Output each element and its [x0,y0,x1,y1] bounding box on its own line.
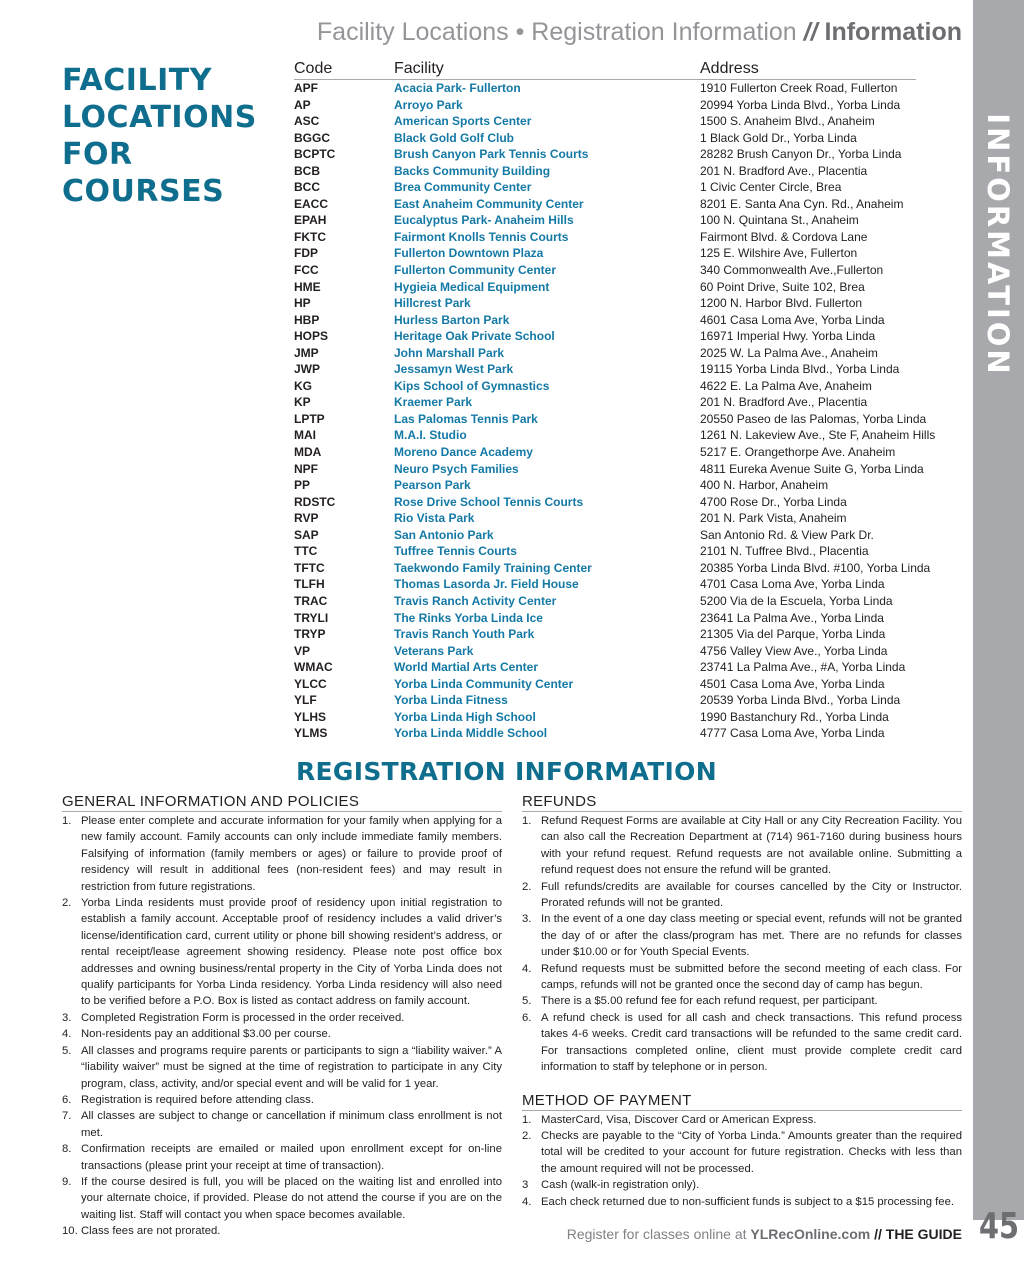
list-item-number: 5. [62,1044,72,1057]
list-item-text: Full refunds/credits are available for courses cancelled by the City or Instructor. Prorated refunds will not be granted. [541,880,962,910]
table-row [294,709,916,726]
facility-name: John Marshall Park [394,345,505,360]
facility-name: Arroyo Park [394,97,463,112]
list-item-text: If the course desired is full, you will be placed on the waiting list and enrolled into your alternate choice, if provided. Please do not attend the course if you are on the waiting list. Staff will contact you when space becomes available. [81,1175,502,1221]
general-info-column [62,792,502,1240]
facility-name: Yorba Linda Fitness [394,693,508,708]
facility-code: EPAH [294,213,327,228]
facility-name: Moreno Dance Academy [394,445,533,460]
facility-code: HOPS [294,329,329,344]
facility-address: Fairmont Blvd. & Cordova Lane [700,229,868,244]
header-section: Information [824,18,962,46]
facility-code: JMP [294,345,319,360]
facility-address: 28282 Brush Canyon Dr., Yorba Linda [700,147,902,162]
table-row [294,212,916,229]
list-item [522,1177,962,1193]
list-item-number: 3 [522,1179,529,1192]
registration-title: REGISTRATION INFORMATION [296,757,717,786]
facility-address: 16971 Imperial Hwy. Yorba Linda [700,329,876,344]
facility-address: 4601 Casa Loma Ave, Yorba Linda [700,312,885,327]
list-item [522,1112,962,1128]
facility-code: AP [294,97,311,112]
facility-address: 1 Black Gold Dr., Yorba Linda [700,130,857,145]
list-item-number: 8. [62,1143,72,1156]
table-body [294,80,936,742]
payment-heading: METHOD OF PAYMENT [522,1091,962,1111]
facility-address: 201 N. Bradford Ave., Placentia [700,163,868,178]
table-row [294,163,916,180]
facility-name: Backs Community Building [394,163,551,178]
list-item [522,993,962,1009]
facility-name: Black Gold Golf Club [394,130,515,145]
facility-address: 23741 La Palma Ave., #A, Yorba Linda [700,660,906,675]
facility-name: Yorba Linda High School [394,709,536,724]
facility-address: 340 Commonwealth Ave.,Fullerton [700,263,884,278]
facility-locations-title: FACILITY LOCATIONS FOR COURSES [62,63,257,209]
facility-name: Yorba Linda Middle School [394,726,548,741]
table-row [294,576,916,593]
facility-name: Brush Canyon Park Tennis Courts [394,147,589,162]
facility-name: Rio Vista Park [394,511,475,526]
facility-name: Veterans Park [394,643,474,658]
footer-prefix: Register for classes online at [566,1226,751,1242]
facility-name: Heritage Oak Private School [394,329,555,344]
table-row [294,295,916,312]
refunds-heading: REFUNDS [522,792,962,812]
list-item [62,813,502,895]
list-item [522,1194,962,1210]
facility-name: Eucalyptus Park- Anaheim Hills [394,213,574,228]
column-header-facility: Facility [394,60,444,77]
facility-code: JWP [294,362,321,377]
facility-name: Fairmont Knolls Tennis Courts [394,229,569,244]
facility-code: NPF [294,461,318,476]
facility-name: Yorba Linda Community Center [394,676,574,691]
column-header-address: Address [700,60,759,77]
facility-address: 4701 Casa Loma Ave, Yorba Linda [700,577,885,592]
facility-name: Jessamyn West Park [394,362,514,377]
footer [567,1226,962,1242]
facility-code: BCC [294,180,320,195]
facility-name: Neuro Psych Families [394,461,519,476]
facility-code: ASC [294,114,320,129]
table-row [294,328,916,345]
facility-code: SAP [294,527,319,542]
table-row [294,229,916,246]
facility-code: KG [294,378,312,393]
list-item [62,1108,502,1141]
list-item-text: All classes are subject to change or cancellation if minimum class enrollment is not met. [81,1110,502,1139]
table-row [294,130,916,147]
facility-code: FKTC [294,229,326,244]
table-row [294,643,916,660]
list-item-number: 3. [62,1011,72,1024]
list-item [62,1092,502,1108]
column-header-code: Code [294,60,333,77]
list-item-text: Yorba Linda residents must provide proof of residency upon initial registration to establish a family account. Acceptable proof of residency includes a valid driver’s license/identification card, current utility or phone bill showing resident’s address, or rental receipt/lease agreement showing residency. Please note post office box addresses and owning business/rental property in the City of Yorba Linda does not qualify participants for Yorba Linda residency. Yorba Linda residency will also need to be verified before a P.O. Box is listed as contact address on family account. [81,897,502,1008]
list-item-number: 2. [62,897,72,910]
facility-code: TRYP [294,627,326,642]
facility-table [294,60,936,742]
facility-name: Fullerton Downtown Plaza [394,246,544,261]
facility-address: 1200 N. Harbor Blvd. Fullerton [700,296,863,311]
list-item-number: 1. [522,1113,532,1126]
header-separator: // [803,18,818,46]
table-row [294,411,927,428]
table-row [294,725,916,742]
table-row [294,676,916,693]
list-item-number: 4. [62,1028,72,1041]
facility-name: Travis Ranch Youth Park [394,627,535,642]
header-breadcrumb: Facility Locations • Registration Information [316,18,804,46]
facility-name: Travis Ranch Activity Center [394,593,557,608]
facility-code: TRYLI [294,610,329,625]
refunds-column [522,792,962,1210]
facility-name: Acacia Park- Fullerton [394,81,521,95]
table-row [294,196,916,213]
table-header [294,60,916,80]
list-item-number: 10. [62,1225,78,1238]
facility-code: EACC [294,196,329,211]
list-item-text: Completed Registration Form is processed in the order received. [81,1011,405,1024]
table-row [294,394,916,411]
facility-address: 20539 Yorba Linda Blvd., Yorba Linda [700,693,901,708]
facility-code: BGGC [294,130,330,145]
facility-address: 125 E. Wilshire Ave, Fullerton [700,246,858,261]
facility-name: Hurless Barton Park [394,312,510,327]
facility-address: 100 N. Quintana St., Anaheim [700,213,859,228]
facility-name: Kraemer Park [394,395,473,410]
table-row [294,146,916,163]
table-row [294,510,916,527]
list-item-text: In the event of a one day class meeting or special event, refunds will not be granted the day of or after the class/program has met. There are no refunds for classes under $10.00 or for Youth Special Events. [541,913,962,959]
facility-address: 4777 Casa Loma Ave, Yorba Linda [700,726,885,741]
facility-name: Hygieia Medical Equipment [394,279,550,294]
table-row [294,427,936,444]
list-item [62,895,502,1010]
list-item-text: There is a $5.00 refund fee for each refund request, per participant. [541,995,878,1008]
table-row [294,312,916,329]
table-row [294,610,916,627]
facility-address: 8201 E. Santa Ana Cyn. Rd., Anaheim [700,196,904,211]
facility-code: APF [294,81,318,95]
list-item [62,1223,502,1239]
list-item [62,1174,502,1223]
facility-address: 23641 La Palma Ave., Yorba Linda [700,610,884,625]
table-row [294,378,916,395]
facility-code: BCPTC [294,147,336,162]
facility-code: YLCC [294,676,327,691]
list-item [522,879,962,912]
table-row [294,279,916,296]
facility-address: 1500 S. Anaheim Blvd., Anaheim [700,114,875,129]
list-item-number: 4. [522,962,532,975]
facility-address: 1990 Bastanchury Rd., Yorba Linda [700,709,889,724]
facility-address: 4756 Valley View Ave., Yorba Linda [700,643,888,658]
list-item-number: 9. [62,1175,72,1188]
table-row [294,345,916,362]
list-item [522,1010,962,1076]
footer-website-link[interactable]: YLRecOnline.com [750,1226,871,1242]
general-info-list [62,813,502,1240]
facility-code: TTC [294,544,318,559]
facility-name: American Sports Center [394,114,532,129]
facility-name: East Anaheim Community Center [394,196,584,211]
list-item-text: Refund Request Forms are available at City Hall or any City Recreation Facility. You can also call the Recreation Department at (714) 961-7160 during business hours with your refund request. Refund requests are not available online. Submitting a refund request does not ensure the refund will be granted. [541,815,962,877]
facility-code: VP [294,643,311,658]
facility-name: Tuffree Tennis Courts [394,544,517,559]
facility-address: 2101 N. Tuffree Blvd., Placentia [700,544,869,559]
list-item-text: Please enter complete and accurate information for your family when applying for a new family account. Family accounts can only include immediate family members. Falsifying of information (family members or ages) or failure to provide proof of residency will result in additional fees (non-resident fees) and may result in restriction from future registrations. [81,815,502,893]
table-row [294,659,916,676]
table-row [294,692,916,709]
facility-code: RDSTC [294,494,336,509]
table-row [294,593,916,610]
table-row [294,461,924,478]
facility-address: 20550 Paseo de las Palomas, Yorba Linda [700,411,927,426]
payment-list [522,1112,962,1210]
facility-address: 2025 W. La Palma Ave., Anaheim [700,345,878,360]
facility-address: 19115 Yorba Linda Blvd., Yorba Linda [700,362,900,377]
list-item-number: 6. [522,1011,532,1024]
facility-address: 201 N. Park Vista, Anaheim [700,511,847,526]
facility-code: TFTC [294,560,325,575]
list-item-number: 1. [522,815,532,827]
list-item-number: 6. [62,1093,72,1106]
facility-address: 20994 Yorba Linda Blvd., Yorba Linda [700,97,901,112]
list-item-number: 2. [522,1129,532,1142]
list-item [62,1010,502,1026]
list-item-text: Class fees are not prorated. [81,1225,221,1238]
running-header [317,18,962,47]
facility-code: YLHS [294,709,327,724]
facility-code: RVP [294,511,319,526]
facility-code: FCC [294,263,319,278]
facility-code: MDA [294,445,322,460]
facility-address: 4501 Casa Loma Ave, Yorba Linda [700,676,885,691]
table-row [294,80,916,97]
facility-address: 20385 Yorba Linda Blvd. #100, Yorba Linda [700,560,931,575]
table-row [294,494,916,511]
facility-address: 4700 Rose Dr., Yorba Linda [700,494,847,509]
general-info-heading: GENERAL INFORMATION AND POLICIES [62,792,502,812]
table-row [294,262,916,279]
facility-code: KP [294,395,311,410]
facility-name: Hillcrest Park [394,296,471,311]
facility-code: HBP [294,312,320,327]
facility-code: HME [294,279,321,294]
facility-code: BCB [294,163,320,178]
facility-name: Las Palomas Tennis Park [394,411,538,426]
list-item-number: 1. [62,815,72,827]
side-tab-label: INFORMATION [981,113,1015,377]
list-item [62,1026,502,1042]
facility-name: Thomas Lasorda Jr. Field House [394,577,579,592]
list-item-text: Refund requests must be submitted before the second meeting of each class. For camps, refunds will not be granted once the second day of camp has begun. [541,962,962,992]
facility-address: 5200 Via de la Escuela, Yorba Linda [700,593,893,608]
list-item-number: 3. [522,913,532,926]
list-item-text: Checks are payable to the “City of Yorba Linda.” Amounts greater than the required total will be credited to your account for future registration. Checks with less than the amount required will not be processed. [541,1129,962,1175]
footer-guide: // THE GUIDE [870,1226,962,1242]
facility-name: Fullerton Community Center [394,263,557,278]
facility-address: 4622 E. La Palma Ave, Anaheim [700,378,872,393]
list-item-number: 2. [522,880,532,893]
facility-address: 4811 Eureka Avenue Suite G, Yorba Linda [700,461,924,476]
facility-address: 60 Point Drive, Suite 102, Brea [700,279,865,294]
list-item-number: 7. [62,1110,72,1123]
list-item-text: Non-residents pay an additional $3.00 per course. [81,1028,331,1041]
facility-address: San Antonio Rd. & View Park Dr. [700,527,874,542]
table-row [294,477,916,494]
facility-address: 1910 Fullerton Creek Road, Fullerton [700,81,898,95]
list-item-number: 5. [522,995,532,1008]
list-item [62,1043,502,1092]
facility-name: World Martial Arts Center [394,660,539,675]
list-item [62,1141,502,1174]
table-row [294,543,916,560]
list-item-text: A refund check is used for all cash and check transactions. This refund process takes 4-6 weeks. Credit card transactions will be refunded to the same credit card. For transactions completed online, client must provide complete credit card information to staff by telephone or in person. [541,1011,962,1074]
facility-code: FDP [294,246,318,261]
table-row [294,560,931,577]
facility-code: TRAC [294,593,328,608]
list-item-text: MasterCard, Visa, Discover Card or American Express. [541,1113,817,1126]
table-row [294,245,916,262]
facility-name: Rose Drive School Tennis Courts [394,494,584,509]
facility-code: MAI [294,428,316,443]
list-item-text: Registration is required before attending class. [81,1093,314,1106]
list-item [522,961,962,994]
list-item-number: 4. [522,1195,532,1208]
facility-code: YLF [294,693,317,708]
facility-address: 400 N. Harbor, Anaheim [700,478,829,493]
facility-code: YLMS [294,726,328,741]
facility-code: LPTP [294,411,325,426]
facility-name: Kips School of Gymnastics [394,378,550,393]
facility-name: Taekwondo Family Training Center [394,560,592,575]
table-row [294,527,916,544]
refunds-list [522,813,962,1076]
facility-address: 1 Civic Center Circle, Brea [700,180,842,195]
facility-code: PP [294,478,311,493]
table-row [294,97,916,114]
facility-name: Brea Community Center [394,180,532,195]
table-row [294,361,916,378]
list-item-text: Cash (walk-in registration only). [541,1179,700,1192]
table-row [294,179,916,196]
table-row [294,626,916,643]
table-row [294,444,916,461]
list-item-text: Each check returned due to non-sufficient funds is subject to a $15 processing fee. [541,1195,955,1208]
page-number: 45 [979,1206,1020,1247]
facility-address: 5217 E. Orangethorpe Ave. Anaheim [700,445,896,460]
list-item-text: Confirmation receipts are emailed or mailed upon enrollment except for on-line transactions (please print your receipt at time of transaction). [81,1143,502,1172]
facility-name: Pearson Park [394,478,471,493]
list-item-text: All classes and programs require parents or participants to sign a “liability waiver.” A “liability waiver” must be signed at the time of registration to participate in any City program, class, activity, and/or special event and will be valid for 1 year. [81,1044,502,1090]
list-item [522,813,962,879]
facility-address: 201 N. Bradford Ave., Placentia [700,395,868,410]
facility-address: 21305 Via del Parque, Yorba Linda [700,627,886,642]
facility-address: 1261 N. Lakeview Ave., Ste F, Anaheim Hills [700,428,936,443]
list-item [522,911,962,960]
facility-name: The Rinks Yorba Linda Ice [394,610,543,625]
list-item [522,1128,962,1177]
table-row [294,113,916,130]
facility-code: HP [294,296,311,311]
facility-code: WMAC [294,660,333,675]
facility-code: TLFH [294,577,325,592]
facility-name: San Antonio Park [394,527,494,542]
facility-name: M.A.I. Studio [394,428,467,443]
